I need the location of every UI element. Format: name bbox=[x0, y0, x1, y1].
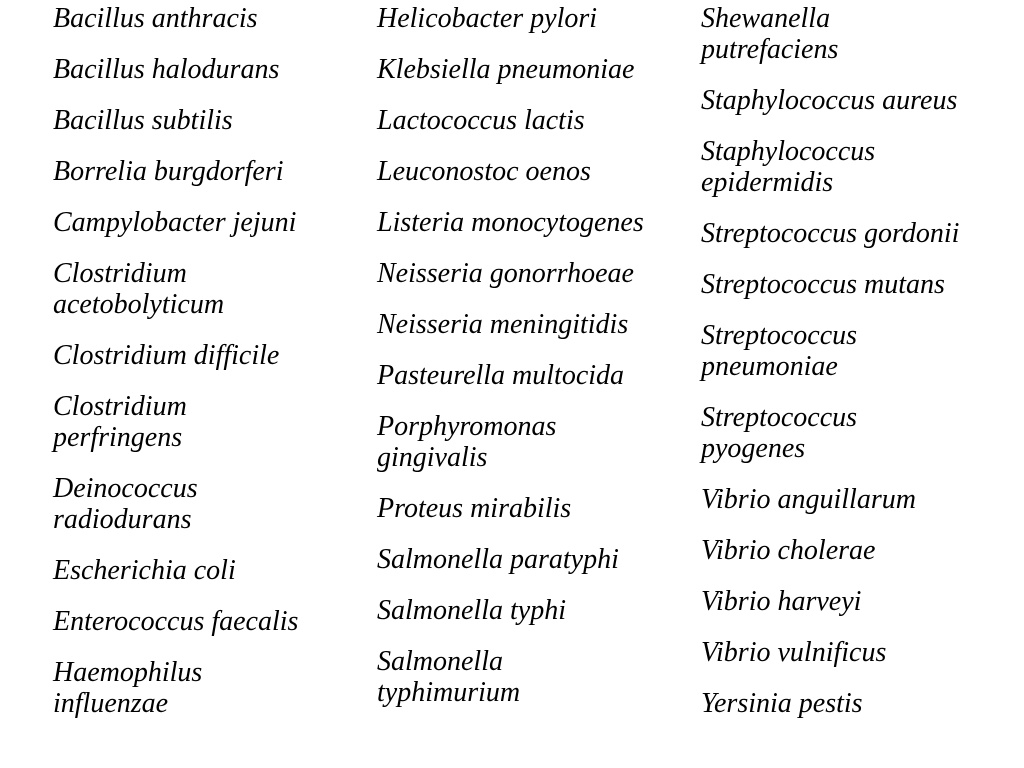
species-name-line: Escherichia coli bbox=[53, 555, 236, 586]
species-name-line: Leuconostoc oenos bbox=[377, 156, 591, 187]
species-item bbox=[53, 156, 353, 187]
species-name-line: Pasteurella multocida bbox=[377, 360, 625, 391]
species-item bbox=[377, 595, 695, 626]
species-name-line: perfringens bbox=[53, 422, 183, 453]
species-name-line: Streptococcus bbox=[701, 320, 858, 351]
species-column-1 bbox=[53, 0, 353, 739]
species-item bbox=[53, 207, 353, 238]
species-name-line: Neisseria gonorrhoeae bbox=[377, 258, 634, 289]
species-name-line: Lactococcus lactis bbox=[377, 105, 585, 136]
species-name-line: Listeria monocytogenes bbox=[377, 207, 644, 238]
species-name-line: Yersinia pestis bbox=[701, 688, 863, 719]
species-item bbox=[701, 484, 1019, 515]
species-name-line: Staphylococcus bbox=[701, 136, 876, 167]
species-name-line: Vibrio cholerae bbox=[701, 535, 876, 566]
species-item bbox=[377, 156, 695, 187]
species-item bbox=[53, 473, 353, 535]
species-name-line: Campylobacter jejuni bbox=[53, 207, 297, 238]
species-name-line: influenzae bbox=[53, 688, 169, 719]
species-item bbox=[701, 85, 1019, 116]
species-item bbox=[701, 320, 1019, 382]
species-name-line: Staphylococcus aureus bbox=[701, 85, 958, 116]
species-name-line: Deinococcus bbox=[53, 473, 198, 504]
species-name-line: Helicobacter pylori bbox=[377, 3, 598, 34]
species-name-line: pyogenes bbox=[701, 433, 806, 464]
species-name-line: Vibrio vulnificus bbox=[701, 637, 887, 668]
species-column-2 bbox=[377, 0, 695, 728]
species-name-line: Shewanella bbox=[701, 3, 831, 34]
species-name-line: typhimurium bbox=[377, 677, 521, 708]
species-name-line: Salmonella paratyphi bbox=[377, 544, 619, 575]
species-name-line: Streptococcus gordonii bbox=[701, 218, 960, 249]
species-name-line: Streptococcus bbox=[701, 402, 858, 433]
species-item bbox=[53, 555, 353, 586]
species-item bbox=[377, 54, 695, 85]
species-name-line: Clostridium bbox=[53, 391, 187, 422]
species-name-line: pneumoniae bbox=[701, 351, 838, 382]
species-item bbox=[53, 340, 353, 371]
species-name-line: Vibrio harveyi bbox=[701, 586, 862, 617]
species-name-line: Haemophilus bbox=[53, 657, 203, 688]
species-item bbox=[53, 606, 353, 637]
species-name-line: Bacillus anthracis bbox=[53, 3, 258, 34]
species-column-3 bbox=[701, 0, 1019, 739]
species-item bbox=[701, 402, 1019, 464]
species-name-line: Salmonella typhi bbox=[377, 595, 566, 626]
species-item bbox=[53, 657, 353, 719]
species-item bbox=[701, 688, 1019, 719]
species-name-line: Porphyromonas bbox=[377, 411, 557, 442]
species-name-line: putrefaciens bbox=[701, 34, 839, 65]
species-item bbox=[53, 54, 353, 85]
species-item bbox=[701, 586, 1019, 617]
species-item bbox=[701, 218, 1019, 249]
species-item bbox=[701, 269, 1019, 300]
species-name-line: Neisseria meningitidis bbox=[377, 309, 629, 340]
species-item bbox=[701, 535, 1019, 566]
species-name-line: epidermidis bbox=[701, 167, 834, 198]
species-item bbox=[701, 136, 1019, 198]
species-item bbox=[377, 544, 695, 575]
species-item bbox=[377, 258, 695, 289]
species-item bbox=[377, 493, 695, 524]
species-name-line: Bacillus halodurans bbox=[53, 54, 280, 85]
species-item bbox=[377, 646, 695, 708]
species-item bbox=[377, 309, 695, 340]
species-name-line: Enterococcus faecalis bbox=[53, 606, 299, 637]
species-item bbox=[377, 207, 695, 238]
species-name-line: Bacillus subtilis bbox=[53, 105, 233, 136]
species-item bbox=[53, 391, 353, 453]
species-item bbox=[53, 3, 353, 34]
species-item bbox=[53, 258, 353, 320]
species-item bbox=[701, 3, 1019, 65]
species-name-line: Klebsiella pneumoniae bbox=[377, 54, 635, 85]
species-item bbox=[377, 3, 695, 34]
species-item bbox=[377, 105, 695, 136]
species-name-line: Proteus mirabilis bbox=[377, 493, 572, 524]
species-name-line: radiodurans bbox=[53, 504, 192, 535]
species-name-line: acetobolyticum bbox=[53, 289, 225, 320]
species-name-line: Clostridium bbox=[53, 258, 187, 289]
species-name-line: gingivalis bbox=[377, 442, 488, 473]
species-name-line: Vibrio anguillarum bbox=[701, 484, 916, 515]
species-name-line: Clostridium difficile bbox=[53, 340, 280, 371]
species-name-line: Streptococcus mutans bbox=[701, 269, 945, 300]
species-item bbox=[377, 360, 695, 391]
species-name-line: Salmonella bbox=[377, 646, 503, 677]
species-item bbox=[53, 105, 353, 136]
species-item bbox=[377, 411, 695, 473]
species-name-line: Borrelia burgdorferi bbox=[53, 156, 284, 187]
species-item bbox=[701, 637, 1019, 668]
